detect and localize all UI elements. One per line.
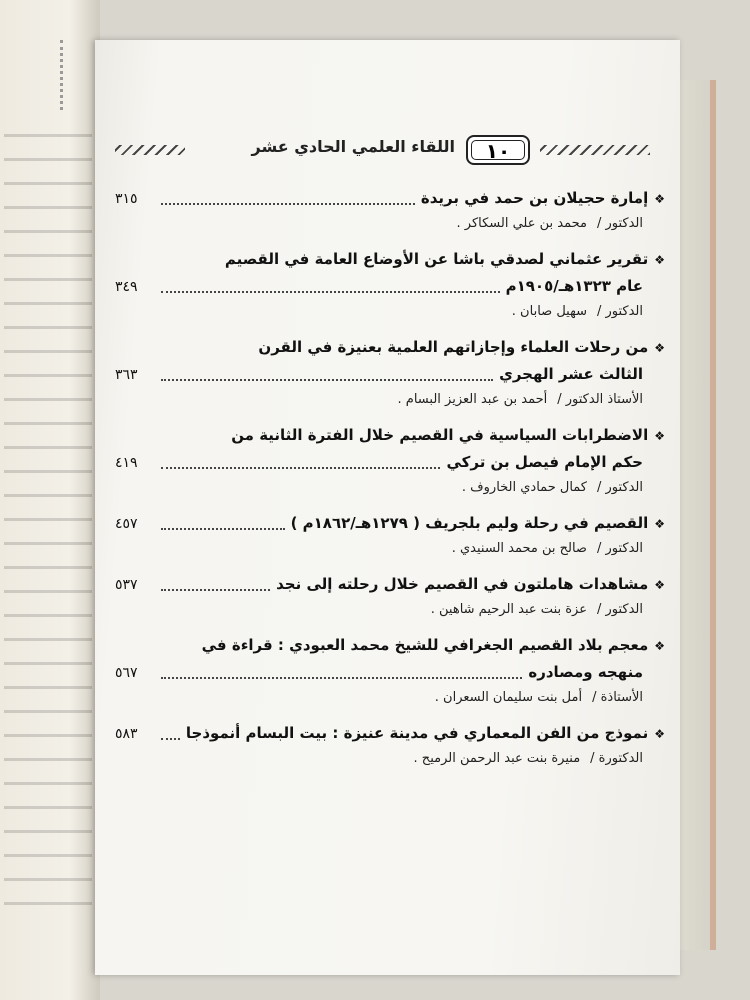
leader-dots <box>161 528 285 530</box>
leader-dots <box>161 203 415 205</box>
author-title: الدكتور / <box>596 480 643 495</box>
leader-dots <box>161 467 440 469</box>
diamond-bullet-icon: ❖ <box>654 429 665 443</box>
header-zigzag-right <box>540 145 650 155</box>
toc-entry-title: عام ١٣٢٣هـ/١٩٠٥م <box>505 277 643 295</box>
leader-dots <box>161 291 500 293</box>
left-neighbour-page <box>0 0 100 1000</box>
table-of-contents <box>115 185 665 781</box>
toc-entry-title: القصيم في رحلة وليم بلجريف ( ١٢٧٩هـ/١٨٦٢م ) <box>290 514 649 532</box>
toc-page-number: ٤٥٧ <box>115 516 138 532</box>
toc-entry-title-line <box>115 273 665 300</box>
toc-entry-title: إمارة حجيلان بن حمد في بريدة <box>420 189 649 207</box>
author-name: محمد بن علي السكاكر . <box>456 216 587 231</box>
toc-page-number: ٣١٥ <box>115 191 138 207</box>
leader-dots <box>161 677 522 679</box>
author-name: صالح بن محمد السنيدي . <box>451 541 587 556</box>
toc-author <box>115 388 665 412</box>
toc-entry-title: نموذج من الفن المعماري في مدينة عنيزة : بيت البسام أنموذجا <box>185 724 649 742</box>
toc-entry-title-line <box>115 334 665 361</box>
diamond-bullet-icon: ❖ <box>654 639 665 653</box>
toc-entry-title-line <box>115 510 665 537</box>
toc-entry-title: منهجه ومصادره <box>528 663 643 681</box>
author-name: عزة بنت عبد الرحيم شاهين . <box>430 602 587 617</box>
toc-author <box>115 686 665 710</box>
left-page-header-decoration <box>0 40 63 110</box>
author-title: الدكتور / <box>596 602 643 617</box>
author-name: سهيل صابان . <box>511 304 587 319</box>
toc-entry <box>115 632 665 710</box>
diamond-bullet-icon: ❖ <box>654 578 665 592</box>
leader-dots <box>161 589 270 591</box>
author-name: أحمد بن عبد العزيز البسام . <box>397 392 548 407</box>
author-name: أمل بنت سليمان السعران . <box>434 690 583 705</box>
header-zigzag-left <box>115 145 185 155</box>
toc-page-number: ٥٨٣ <box>115 726 138 742</box>
toc-entry-title-line <box>115 422 665 449</box>
toc-entry <box>115 185 665 236</box>
toc-page-number: ٥٣٧ <box>115 577 138 593</box>
toc-entry-title-line <box>115 361 665 388</box>
toc-entry-title-line <box>115 571 665 598</box>
toc-entry <box>115 510 665 561</box>
page-number: ١٠ <box>485 139 511 163</box>
diamond-bullet-icon: ❖ <box>654 341 665 355</box>
toc-page-number: ٤١٩ <box>115 455 138 471</box>
toc-entry-title-line <box>115 659 665 686</box>
diamond-bullet-icon: ❖ <box>654 517 665 531</box>
book-page <box>95 40 680 975</box>
author-title: الدكتورة / <box>590 751 643 766</box>
toc-entry <box>115 246 665 324</box>
left-page-text-block <box>4 120 92 920</box>
author-title: الدكتور / <box>596 541 643 556</box>
toc-page-number: ٥٦٧ <box>115 665 138 681</box>
toc-page-number: ٣٤٩ <box>115 279 138 295</box>
leader-dots <box>161 379 493 381</box>
toc-entry-title-line <box>115 185 665 212</box>
header-title: اللقاء العلمي الحادي عشر <box>251 137 455 156</box>
author-title: الأستاذ الدكتور / <box>557 392 643 407</box>
toc-entry-title-line <box>115 720 665 747</box>
toc-author <box>115 476 665 500</box>
author-name: منيرة بنت عبد الرحمن الرميح . <box>413 751 581 766</box>
toc-entry-title-line <box>115 449 665 476</box>
diamond-bullet-icon: ❖ <box>654 253 665 267</box>
toc-entry-title: من رحلات العلماء وإجازاتهم العلمية بعنيزة في القرن <box>258 338 649 356</box>
diamond-bullet-icon: ❖ <box>654 192 665 206</box>
toc-entry <box>115 720 665 771</box>
leader-dots <box>161 738 180 740</box>
author-name: كمال حمادي الخاروف . <box>461 480 587 495</box>
toc-page-number: ٣٦٣ <box>115 367 138 383</box>
author-title: الدكتور / <box>596 216 643 231</box>
author-title: الدكتور / <box>596 304 643 319</box>
page-number-badge <box>466 135 530 165</box>
toc-entry <box>115 571 665 622</box>
toc-entry-title: مشاهدات هاملتون في القصيم خلال رحلته إلى نجد <box>276 575 649 593</box>
diamond-bullet-icon: ❖ <box>654 727 665 741</box>
toc-entry-title: الاضطرابات السياسية في القصيم خلال الفترة الثانية من <box>231 426 649 444</box>
toc-entry-title: حكم الإمام فيصل بن تركي <box>446 453 643 471</box>
running-header <box>115 135 650 165</box>
toc-author <box>115 537 665 561</box>
toc-entry <box>115 334 665 412</box>
toc-author <box>115 300 665 324</box>
toc-entry-title: الثالث عشر الهجري <box>499 365 643 383</box>
toc-author <box>115 212 665 236</box>
toc-author <box>115 747 665 771</box>
toc-author <box>115 598 665 622</box>
toc-entry-title-line <box>115 632 665 659</box>
toc-entry-title: تقرير عثماني لصدقي باشا عن الأوضاع العامة في القصيم <box>224 250 649 268</box>
toc-entry-title-line <box>115 246 665 273</box>
toc-entry <box>115 422 665 500</box>
toc-entry-title: معجم بلاد القصيم الجغرافي للشيخ محمد العبودي : قراءة في <box>201 636 649 654</box>
author-title: الأستاذة / <box>592 690 643 705</box>
